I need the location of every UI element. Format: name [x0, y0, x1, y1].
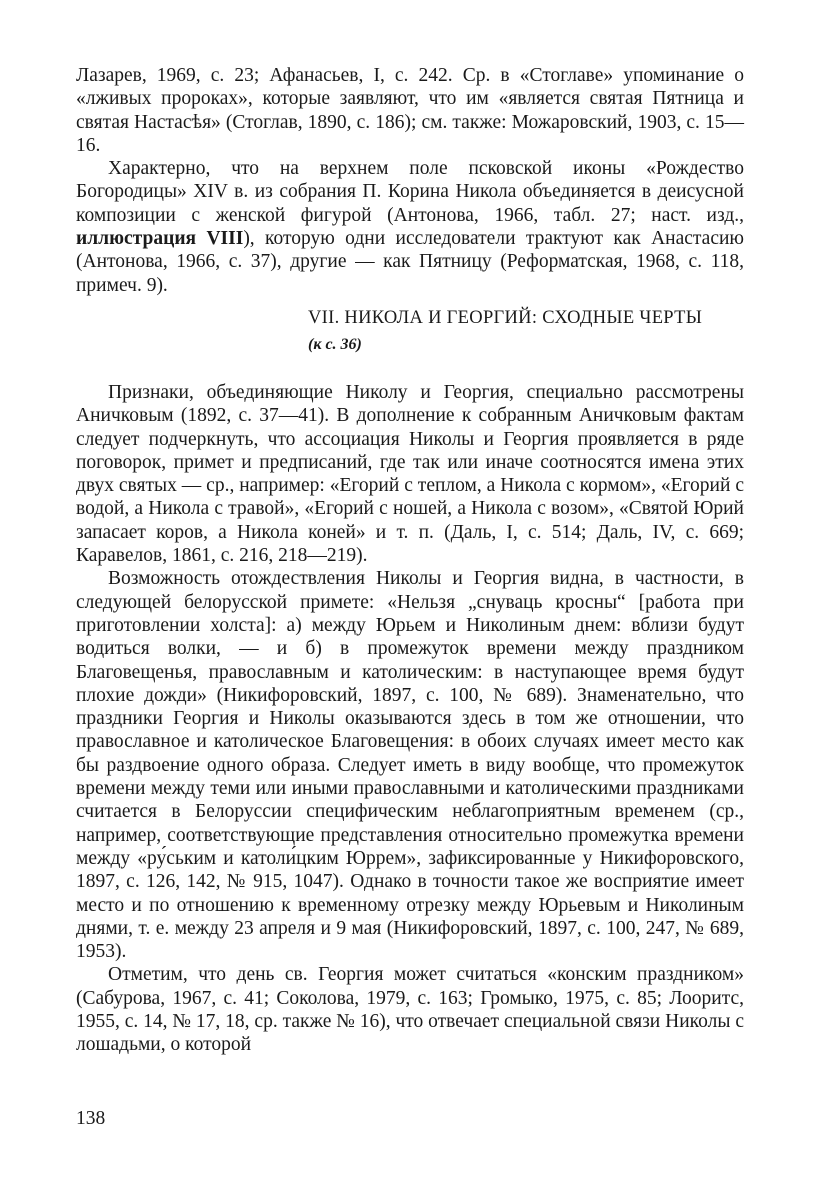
paragraph: Возможность отождествления Николы и Георгия видна, в частности, в следующей белорусской примете: «Нельзя „снуваць кросны“ [работа при приготовлении холста]: а) между Юрьем и Николиным днем: вблизи будут водиться волки, — и б) в промежуток времени между праздником Благовещенья, православным и католическим: в наступающее время будут плохие дожди» (Никифоровский, 1897, с. 100, № 689). Знаменательно, что праздники Георгия и Николы оказываются здесь в том же отношении, что православное и католическое Благовещения: в обоих случаях имеет место как бы раздвоение одного образа. Следует иметь в виду вообще, что промежуток времени между теми или иными православными и католическими праздниками считается в Белоруссии специфическим неблагоприятным временем (ср., например, соответствующие представления относительно промежутка времени между «ру́ським и католи́цким Юррем», зафиксированные у Никифоровского, 1897, с. 126, 142, № 915, 1047). Однако в точности такое же восприятие имеет место и по отношению к временному отрезку между Юрьевым и Николиным днями, т. е. между 23 апреля и 9 мая (Никифоровский, 1897, с. 100, 247, № 689, 1953). — [76, 568, 744, 963]
paragraph-text: ), которую одни исследователи трактуют как Анастасию (Антонова, 1966, с. 37), другие — как Пятницу (Реформатская, 1968, с. 118, примеч. 9). — [76, 228, 744, 296]
page-number: 138 — [76, 1108, 106, 1129]
paragraph: Признаки, объединяющие Николу и Георгия, специально рассмотрены Аничковым (1892, с. 37—41). В дополнение к собранным Аничковым фактам следует подчеркнуть, что ассоциация Николы и Георгия проявляется в ряде поговорок, примет и предписаний, где так или иначе соотносятся имена этих двух святых — ср., например: «Егорий с теплом, а Никола с кормом», «Егорий с водой, а Никола с травой», «Егорий с ношей, а Никола с возом», «Святой Юрий запасает коров, а Никола коней» и т. п. (Даль, I, с. 514; Даль, IV, с. 669; Каравелов, 1861, с. 216, 218—219). — [76, 381, 744, 567]
illustration-reference: иллюстрация VIII — [76, 228, 244, 250]
paragraph-icon-note — [76, 157, 744, 297]
section-heading: VII. НИКОЛА И ГЕОРГИЙ: СХОДНЫЕ ЧЕРТЫ — [308, 307, 703, 328]
section-subheading: (к с. 36) — [308, 335, 362, 353]
paragraph-text: Характерно, что на верхнем поле псковской иконы «Рождество Богородицы» XIV в. из собрания П. Корина Никола объединяется в деисусной композиции с женской фигурой (Антонова, 1966, табл. 27; наст. изд., — [76, 158, 744, 226]
page-body — [76, 64, 744, 1057]
paragraph: Отметим, что день св. Георгия может считаться «конским праздником» (Сабурова, 1967, с. 41; Соколова, 1979, с. 163; Громыко, 1975, с. 85; Лооритс, 1955, с. 14, № 17, 18, ср. также № 16), что отвечает специальной связи Николы с лошадьми, о которой — [76, 964, 744, 1056]
paragraph-continuation: Лазарев, 1969, с. 23; Афанасьев, I, с. 242. Ср. в «Стоглаве» упоминание о «лживых пророках», которые заявляют, что им «является святая Пятница и святая Настасѣя» (Стоглав, 1890, с. 186); см. также: Можаровский, 1903, с. 15—16. — [76, 65, 744, 156]
